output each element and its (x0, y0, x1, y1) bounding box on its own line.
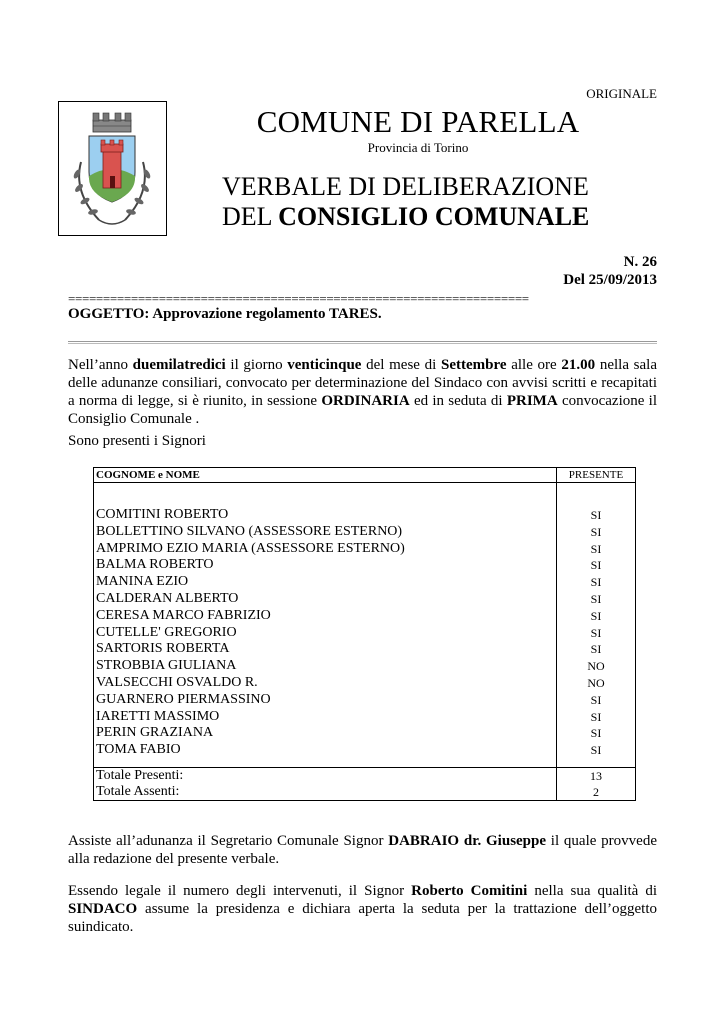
column-header-name: COGNOME e NOME (94, 468, 557, 483)
member-present: NO (587, 659, 605, 674)
title-consiglio: CONSIGLIO COMUNALE (278, 202, 590, 231)
present-members-label: Sono presenti i Signori (68, 433, 206, 449)
total-absent-label: Totale Assenti: (96, 783, 180, 799)
total-present-label: Totale Presenti: (96, 767, 184, 783)
member-name: AMPRIMO EZIO MARIA (ASSESSORE ESTERNO) (96, 540, 405, 556)
member-present: SI (590, 625, 602, 640)
member-name: STROBBIA GIULIANA (96, 658, 237, 674)
member-present: SI (590, 608, 602, 623)
member-present: SI (590, 508, 602, 522)
member-name: CALDERAN ALBERTO (96, 590, 239, 606)
municipality-name: COMUNE DI PARELLA (256, 104, 580, 139)
member-name: VALSECCHI OSVALDO R. (96, 674, 258, 690)
separator-line: ================================================================== (68, 291, 529, 306)
member-name: PERIN GRAZIANA (96, 725, 214, 741)
member-present: SI (590, 558, 602, 573)
column-header-present: PRESENTE (557, 468, 636, 483)
member-name: TOMA FABIO (96, 742, 181, 758)
secretary-paragraph: Assiste all’adunanza il Segretario Comunale Signor DABRAIO dr. Giuseppe il quale provvede alla redazione del presente verbale. (68, 833, 657, 867)
member-name: BOLLETTINO SILVANO (ASSESSORE ESTERNO) (96, 523, 403, 539)
member-present: SI (590, 743, 602, 758)
table-header-row (94, 468, 636, 483)
totals-labels (94, 767, 557, 800)
member-name: COMITINI ROBERTO (96, 507, 229, 522)
names-column (94, 483, 557, 768)
total-present-value: 13 (590, 768, 602, 783)
member-present: SI (590, 575, 602, 590)
total-absent-value: 2 (593, 784, 599, 799)
member-name: CERESA MARCO FABRIZIO (96, 607, 271, 623)
member-name: SARTORIS ROBERTA (96, 641, 230, 657)
document-title-line1: VERBALE DI DELIBERAZIONE (222, 172, 589, 201)
member-present: NO (587, 675, 605, 690)
originale-label: ORIGINALE (586, 86, 657, 101)
document-title-line2 (222, 202, 589, 232)
member-present: SI (590, 692, 602, 707)
table-body-row (94, 483, 636, 768)
totals-row (94, 767, 636, 800)
deliberation-date: Del 25/09/2013 (563, 272, 657, 288)
deliberation-number: N. 26 (623, 254, 657, 270)
subject-line: OGGETTO: Approvazione regolamento TARES. (68, 306, 382, 322)
member-name: IARETTI MASSIMO (96, 708, 220, 724)
member-present: SI (590, 591, 602, 606)
intro-paragraph: Nell’anno duemilatredici il giorno venticinque del mese di Settembre alle ore 21.00 nella sala delle adunanze consiliari, convocato per determinazione del Sindaco con avvisi scritti e recapitati a norma di legge, si è riunito, in sessione ORDINARIA ed in seduta di PRIMA convocazione il Consiglio Comunale . (68, 357, 657, 427)
member-present: SI (590, 642, 602, 657)
mayor-paragraph: Essendo legale il numero degli intervenuti, il Signor Roberto Comitini nella sua qualità di SINDACO assume la presidenza e dichiara aperta la seduta per la trattazione dell’oggetto suindicato. (68, 883, 657, 935)
member-present: SI (590, 726, 602, 741)
horizontal-rule (68, 341, 657, 344)
member-present: SI (590, 709, 602, 724)
totals-values (557, 767, 636, 800)
member-name: GUARNERO PIERMASSINO (96, 691, 271, 707)
member-present: SI (590, 524, 602, 539)
province-name: Provincia di Torino (367, 140, 469, 155)
title-del: DEL (222, 202, 272, 231)
member-name: CUTELLE' GREGORIO (96, 624, 237, 640)
present-column (557, 483, 636, 768)
member-name: BALMA ROBERTO (96, 557, 214, 573)
member-present: SI (590, 541, 602, 556)
member-name: MANINA EZIO (96, 574, 189, 590)
attendance-table (93, 467, 636, 801)
